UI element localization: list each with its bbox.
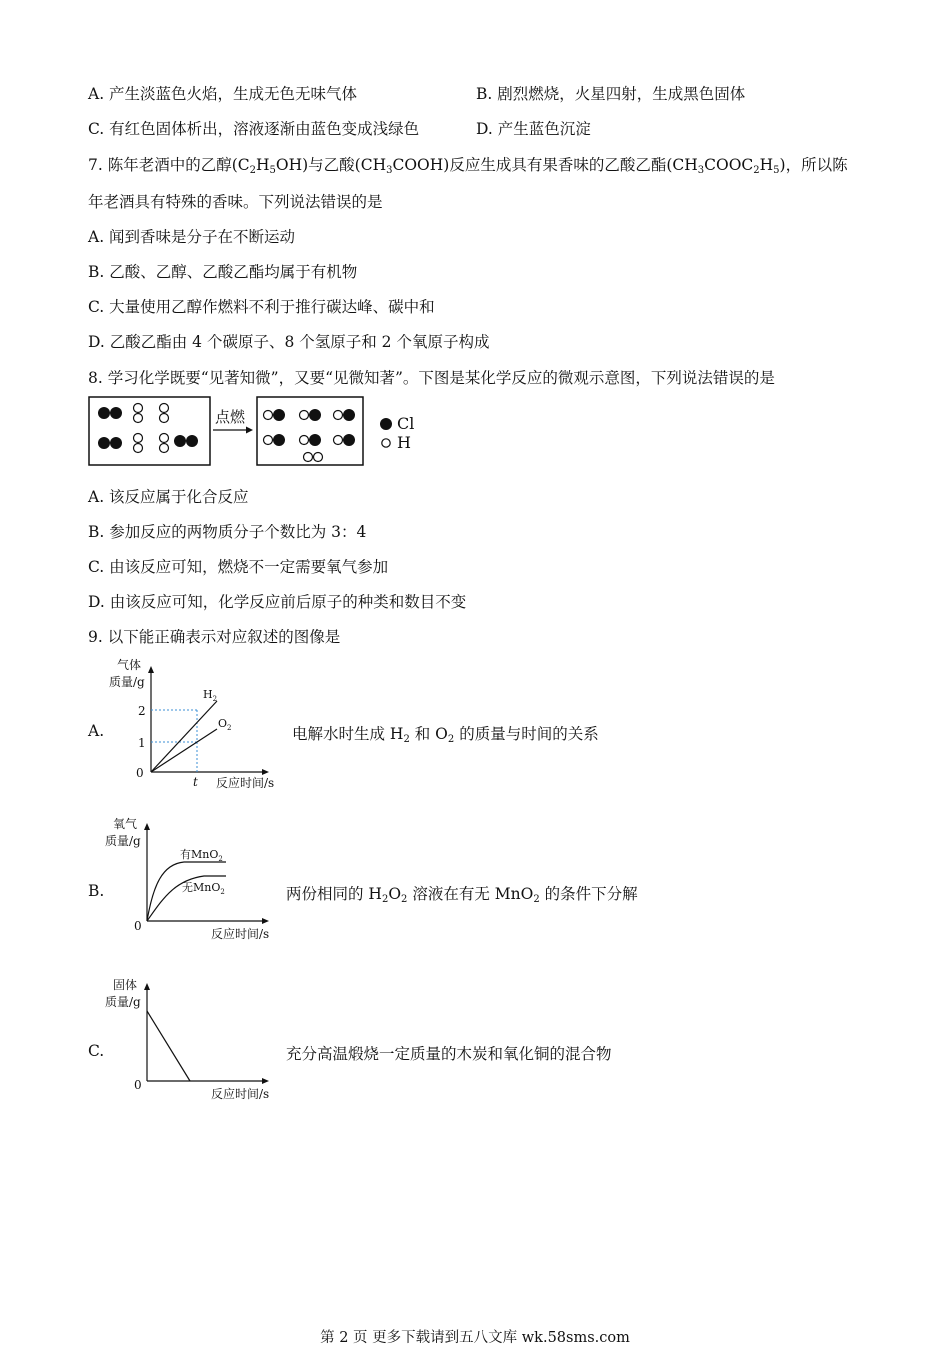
- cl2-molecule: [98, 407, 122, 419]
- graph-a-xlabel: 反应时间/s: [216, 776, 275, 790]
- q7-option-b: B. 乙酸、乙醇、乙酸乙酯均属于有机物: [88, 263, 358, 281]
- q6-option-d: D. 产生蓝色沉淀: [476, 120, 591, 138]
- graph-b: [100, 814, 285, 946]
- graph-c-origin: 0: [134, 1078, 142, 1092]
- graph-c-ylabel-1: 固体: [113, 978, 138, 992]
- q8-option-d: D. 由该反应可知，化学反应前后原子的种类和数目不变: [88, 593, 467, 611]
- graph-a-o2-line: [151, 729, 217, 772]
- q9-option-a-label: A.: [88, 722, 105, 740]
- q7-stem-line2: 年老酒具有特殊的香味。下列说法错误的是: [88, 193, 383, 211]
- graph-a: [105, 655, 290, 795]
- q9-stem: 9. 以下能正确表示对应叙述的图像是: [88, 628, 341, 646]
- graph-a-tick-t: t: [193, 775, 198, 789]
- cl2-molecule: [98, 437, 122, 449]
- hcl-molecule: [264, 434, 286, 446]
- h2-molecule: [134, 404, 143, 423]
- graph-a-ylabel-1: 气体: [117, 658, 142, 672]
- graph-b-origin: 0: [134, 919, 142, 933]
- h2-molecule: [304, 453, 323, 462]
- q9-option-a-desc: 电解水时生成 $H_2$ 和 $O_2$ 的质量与时间的关系: [292, 725, 599, 745]
- graph-a-ylabel-2: 质量/g: [109, 675, 145, 689]
- graph-b-xlabel: 反应时间/s: [211, 927, 270, 941]
- graph-a-h2-label: $H_2$: [203, 688, 218, 703]
- legend-h-label: H: [397, 433, 411, 452]
- h-legend-icon: [382, 439, 390, 447]
- graph-a-tick-2: 2: [138, 704, 146, 718]
- graph-c: [100, 974, 285, 1106]
- graph-b-ylabel-2: 质量/g: [105, 834, 141, 848]
- graph-a-tick-1: 1: [138, 736, 146, 750]
- q8-option-c: C. 由该反应可知，燃烧不一定需要氧气参加: [88, 558, 389, 576]
- h2-molecule: [134, 434, 143, 453]
- hcl-molecule: [300, 434, 322, 446]
- q7-option-d: D. 乙酸乙酯由 4 个碳原子、8 个氢原子和 2 个氧原子构成: [88, 333, 490, 351]
- page-footer: 第 2 页 更多下载请到五八文库 wk.58sms.com: [320, 1330, 630, 1346]
- q6-option-a: A. 产生淡蓝色火焰，生成无色无味气体: [88, 85, 358, 103]
- graph-b-without-label: 无MnO$_2$: [182, 881, 225, 896]
- reactants-box: [89, 397, 210, 465]
- graph-c-ylabel-2: 质量/g: [105, 995, 141, 1009]
- hcl-molecule: [300, 409, 322, 421]
- q7-option-a: A. 闻到香味是分子在不断运动: [88, 228, 296, 246]
- arrow-label: 点燃: [215, 408, 246, 426]
- q8-option-b: B. 参加反应的两物质分子个数比为 3：4: [88, 523, 367, 541]
- graph-b-ylabel-1: 氧气: [113, 817, 138, 831]
- hcl-molecule: [264, 409, 286, 421]
- q8-stem: 8. 学习化学既要“见著知微”，又要“见微知著”。下图是某化学反应的微观示意图，下列说法错误的是: [88, 369, 775, 387]
- graph-a-origin: 0: [136, 766, 144, 780]
- q9-option-c-desc: 充分高温煅烧一定质量的木炭和氧化铜的混合物: [286, 1045, 612, 1063]
- q9-option-b-label: B.: [88, 882, 105, 900]
- graph-a-o2-label: $O_2$: [218, 717, 232, 732]
- cl-legend-icon: [380, 418, 392, 430]
- q7-option-c: C. 大量使用乙醇作燃料不利于推行碳达峰、碳中和: [88, 298, 435, 316]
- hcl-molecule: [334, 434, 356, 446]
- graph-c-line: [147, 1011, 190, 1081]
- h2-molecule: [160, 404, 169, 423]
- hcl-molecule: [334, 409, 356, 421]
- graph-c-xlabel: 反应时间/s: [211, 1087, 270, 1101]
- graph-b-with-label: 有MnO$_2$: [180, 848, 223, 863]
- q9-option-b-desc: 两份相同的 $H_2O_2$ 溶液在有无 MnO$_2$ 的条件下分解: [286, 885, 638, 905]
- q6-option-b: B. 剧烈燃烧，火星四射，生成黑色固体: [476, 85, 746, 103]
- q7-stem-line1: 7. 陈年老酒中的乙醇$(C_2H_5OH)$与乙酸$(CH_3COOH)$反应生成具有果香味的乙酸乙酯$(CH_3COOC_2H_5)$，所以陈: [88, 156, 848, 176]
- q6-option-c: C. 有红色固体析出，溶液逐渐由蓝色变成浅绿色: [88, 120, 420, 138]
- legend-cl-label: Cl: [397, 414, 415, 433]
- reaction-micro-diagram: [86, 393, 436, 473]
- q9-option-c-label: C.: [88, 1042, 105, 1060]
- graph-a-h2-line: [151, 701, 217, 772]
- q8-option-a: A. 该反应属于化合反应: [88, 488, 249, 506]
- h2-molecule: [160, 434, 169, 453]
- cl2-molecule: [174, 435, 198, 447]
